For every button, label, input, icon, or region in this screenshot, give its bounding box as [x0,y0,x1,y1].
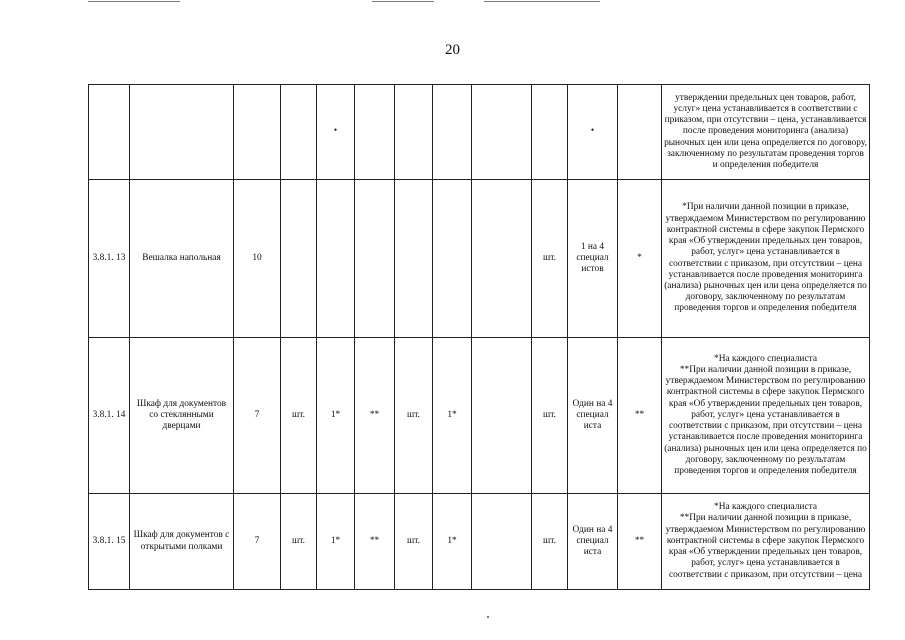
norm-cell: Один на 4 специал иста [568,338,618,494]
note-paragraph: *На каждого специалиста [714,502,817,513]
value-cell [355,180,395,338]
row-number: 3.8.1. 14 [89,338,130,494]
value-cell [433,180,472,338]
norm-cell: Один на 4 специал иста [568,494,618,590]
unit: шт. [395,494,433,590]
unit: шт. [532,494,568,590]
price-mark [618,85,662,180]
unit [281,85,317,180]
row-number: 3.8.1. 15 [89,494,130,590]
price-note [662,180,870,338]
value-cell [433,85,472,180]
unit: шт. [532,180,568,338]
value-cell [355,85,395,180]
table-row [89,338,870,494]
unit [395,180,433,338]
price-mark: ** [618,494,662,590]
unit [532,85,568,180]
value-cell: ** [355,338,395,494]
norm-cell: 1 на 4 специал истов [568,180,618,338]
table-row [89,85,870,180]
note-paragraph: *При наличии данной позиции в приказе, утверждаемом Министерством по регулированию контрактной системы в сфере закупок Пермского края «Об утверждении предельных цен товаров, работ, услуг» цена устанавливается в соответствии с приказом, при отсутствии – цена устанавливается после проведения мониторинга (анализа) рыночных цен или цена определяется по договору, заключенному по результатам проведения торгов и определения победителя [664,202,867,314]
item-name: Шкаф для документов с открытыми полками [130,494,234,590]
price-note [662,494,870,590]
item-name: Шкаф для документов со стеклянными дверцами [130,338,234,494]
row-number [89,85,130,180]
quantity: 7 [234,494,281,590]
empty-cell [472,338,532,494]
price-mark: ** [618,338,662,494]
unit: шт. [532,338,568,494]
norm-cell: • [568,85,618,180]
note-paragraph: утверждении предельных цен товаров, работ, услуг» цена устанавливается в соответствии с приказом, при отсутствии – цена, устанавливается после проведения мониторинга (анализа) рыночных цен или цена определяется по договору, заключенному по результатам проведения торгов и определения победителя [664,92,867,170]
top-rule-right [484,1,600,2]
table-row [89,180,870,338]
empty-cell [472,494,532,590]
unit: шт. [281,494,317,590]
top-rule-mid [372,1,434,2]
unit: шт. [395,338,433,494]
quantity [234,85,281,180]
empty-cell [472,85,532,180]
unit [395,85,433,180]
value-cell: 1* [433,338,472,494]
value-cell: • [317,85,355,180]
price-note [662,338,870,494]
note-paragraph: **При наличии данной позиции в приказе, утверждаемом Министерством по регулированию контрактной системы в сфере закупок Пермского края «Об утверждении предельных цен товаров, работ, услуг» цена устанавливается в соответствии с приказом, при отсутствии – цена устанавливается после проведения мониторинга (анализа) рыночных цен или цена определяется по договору, заключенному по результатам проведения торгов и определения победителя [664,365,867,476]
value-cell: ** [355,494,395,590]
row-number: 3.8.1. 13 [89,180,130,338]
empty-cell [472,180,532,338]
quantity: 10 [234,180,281,338]
value-cell: 1* [433,494,472,590]
note-paragraph: *На каждого специалиста [714,353,817,364]
table-row [89,494,870,590]
price-note [662,85,870,180]
table-body [89,85,870,590]
note-paragraph: **При наличии данной позиции в приказе, утверждаемом Министерством по регулированию контрактной системы в сфере закупок Пермского края «Об утверждении предельных цен товаров, работ, услуг» цена устанавливается в соответствии с приказом, при отсутствии – цена [665,513,866,580]
scan-speck [487,616,489,618]
item-name [130,85,234,180]
value-cell: 1* [317,494,355,590]
price-mark: * [618,180,662,338]
item-name: Вешалка напольная [130,180,234,338]
furniture-norms-table [88,84,870,590]
quantity: 7 [234,338,281,494]
unit: шт. [281,338,317,494]
value-cell: 1* [317,338,355,494]
unit [281,180,317,338]
top-rule-left [88,1,180,2]
value-cell [317,180,355,338]
page-number: 20 [445,42,460,58]
